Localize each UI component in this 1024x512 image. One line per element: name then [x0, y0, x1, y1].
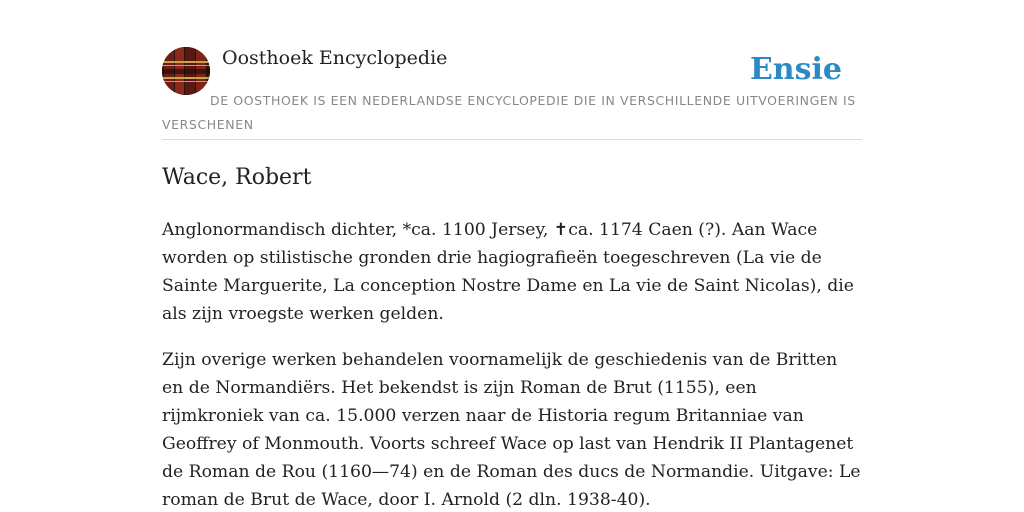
avatar-image — [162, 47, 210, 95]
site-header — [162, 0, 862, 140]
article-body — [162, 216, 862, 512]
article-paragraph: Zijn overige werken behandelen voornamelijk de geschiedenis van de Britten en de Normandiërs. Het bekendst is zijn Roman de Brut (1155), een rijmkroniek van ca. 15.000 verzen naar de Historia regum Britanniae van Geoffrey of Monmouth. Voorts schreef Wace op last van Hendrik II Plantagenet de Roman de Rou (1160—74) en de Roman des ducs de Normandie. Uitgave: Le roman de Brut de Wace, door I. Arnold (2 dln. 1938-40). — [162, 350, 861, 510]
page-container — [162, 0, 862, 510]
brand-logo-link[interactable]: Ensie — [749, 52, 842, 87]
site-tagline: DE OOSTHOEK IS EEN NEDERLANDSE ENCYCLOPEDIE DIE IN VERSCHILLENDE UITVOERINGEN IS VERSCHENEN — [162, 93, 856, 132]
site-name[interactable]: Oosthoek Encyclopedie — [222, 47, 448, 69]
article-title: Wace, Robert — [162, 165, 312, 190]
book-spines-icon[interactable] — [162, 47, 210, 95]
article-paragraph: Anglonormandisch dichter, *ca. 1100 Jersey, ✝ca. 1174 Caen (?). Aan Wace worden op stilistische gronden drie hagiografieën toegeschreven (La vie de Sainte Marguerite, La conception Nostre Dame en La vie de Saint Nicolas), die als zijn vroegste werken gelden. — [162, 220, 854, 324]
